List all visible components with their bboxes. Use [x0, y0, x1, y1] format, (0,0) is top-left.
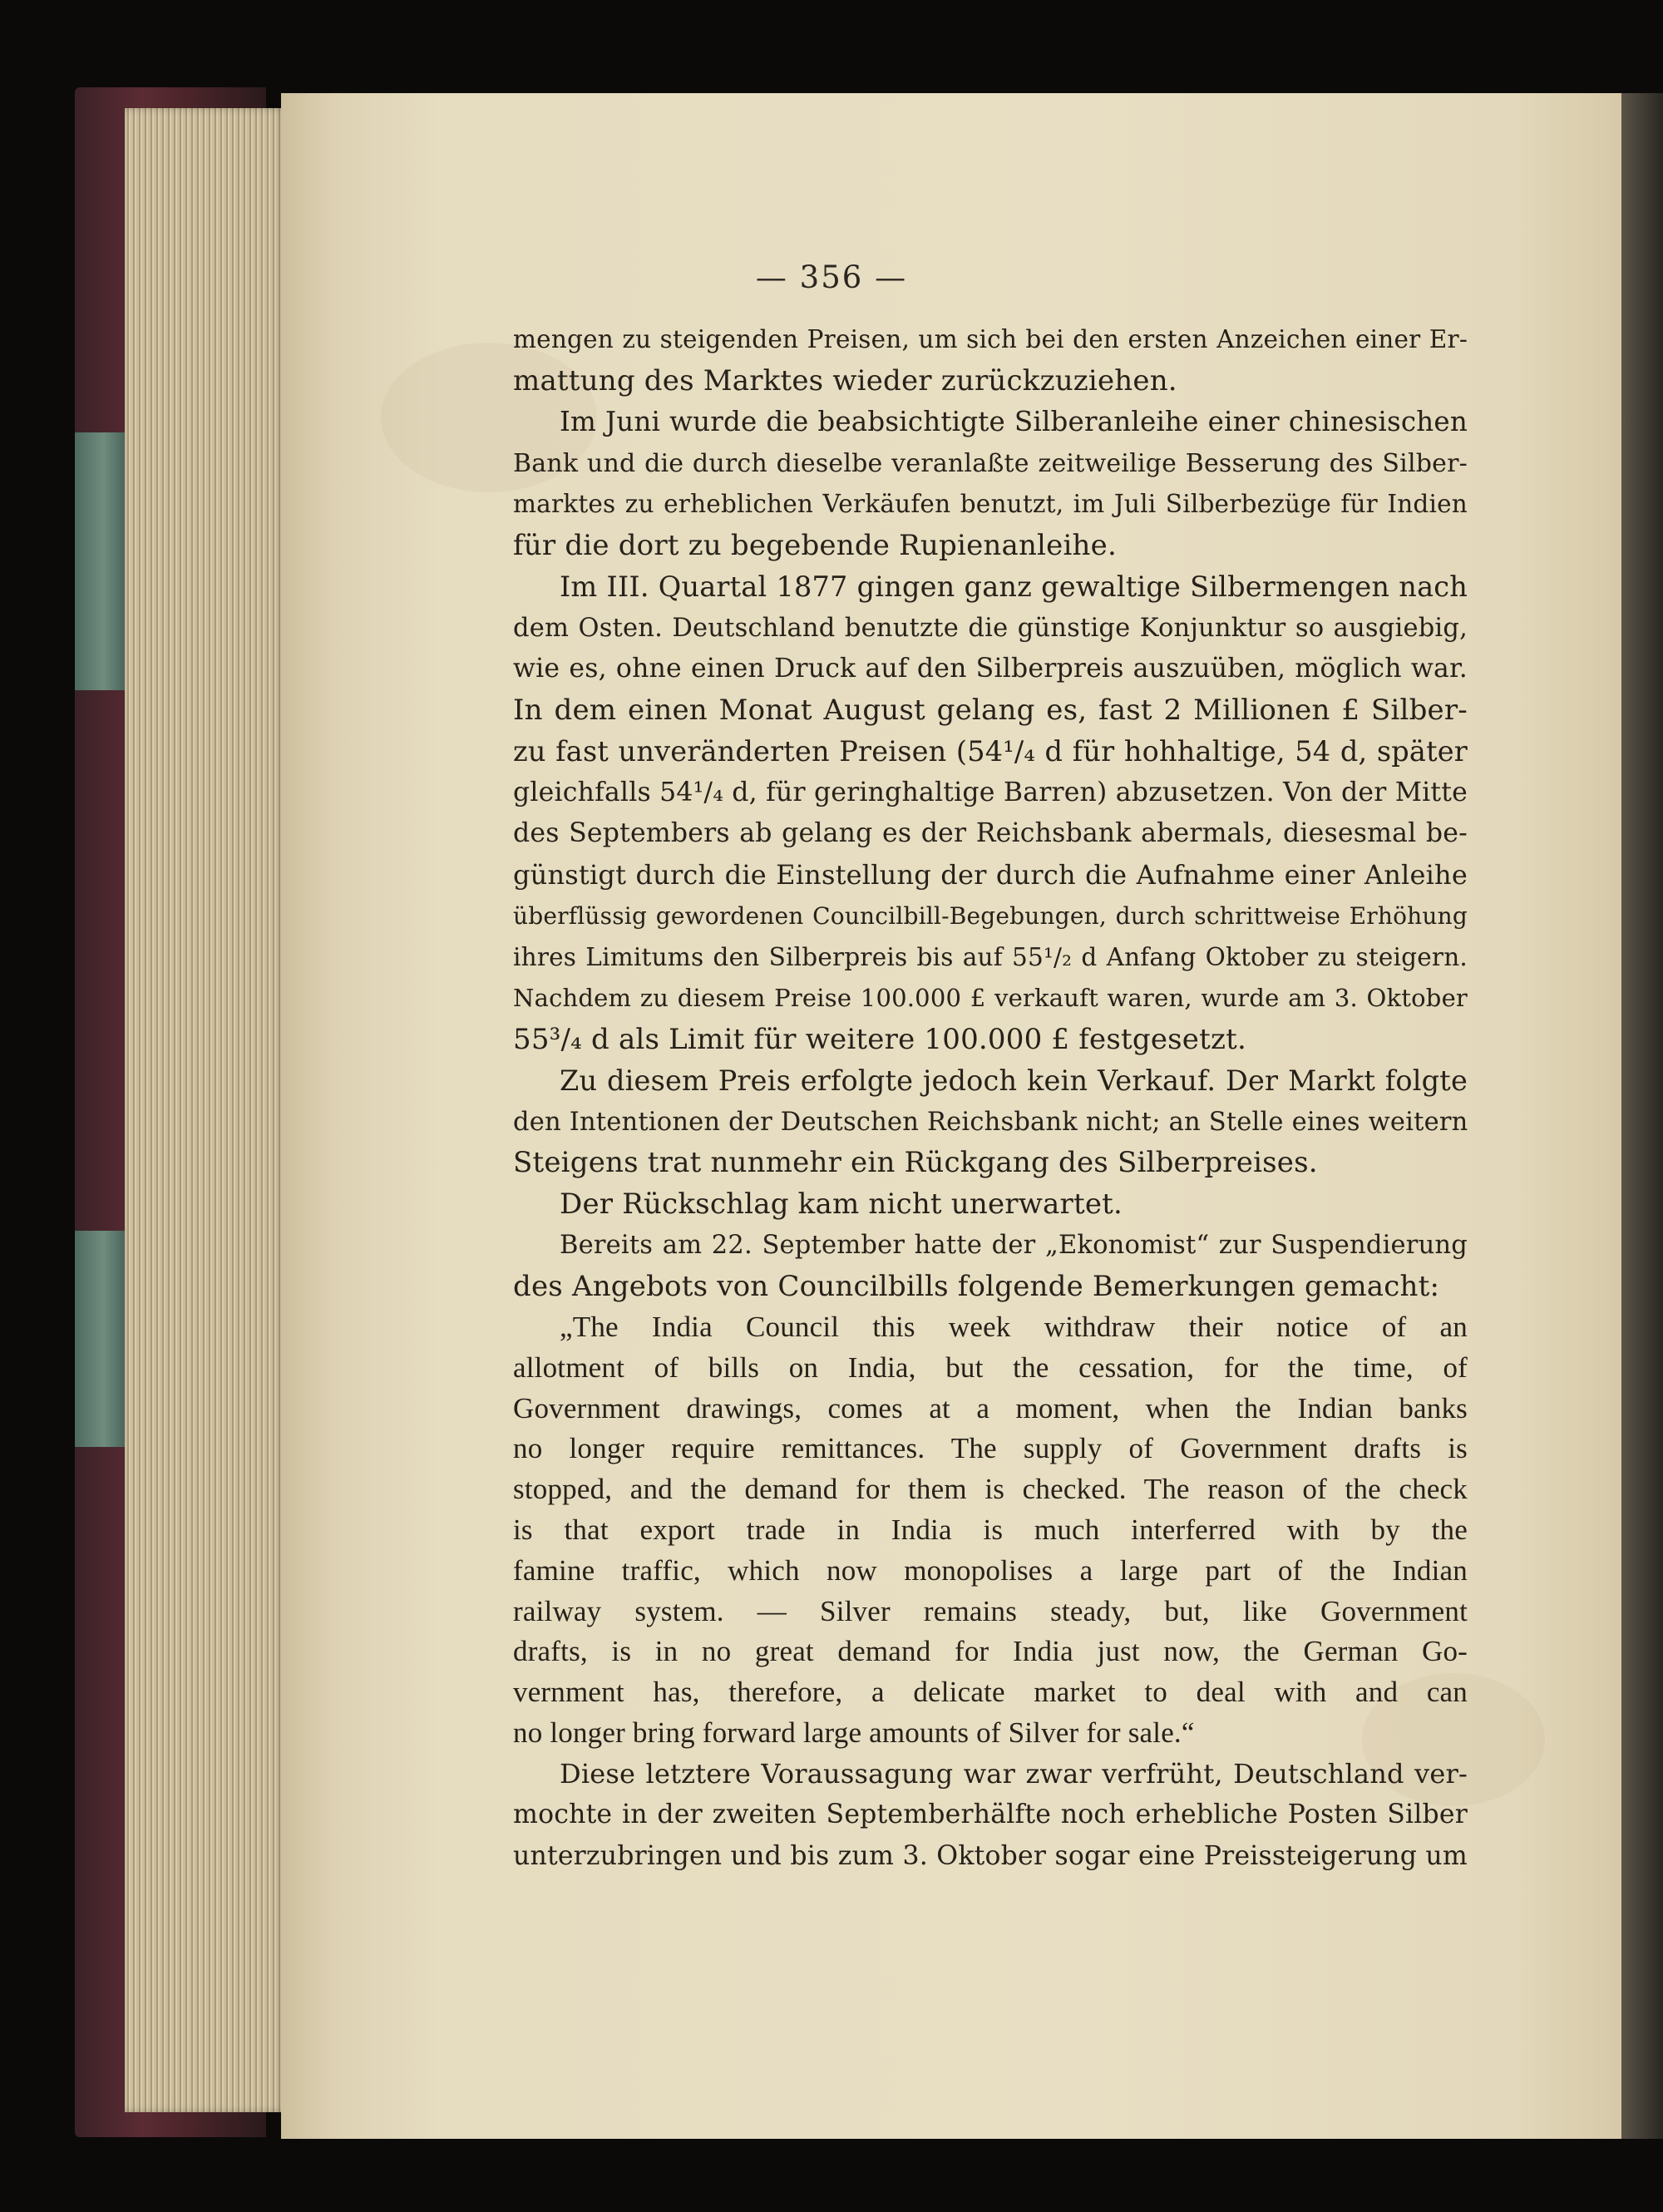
text-line: famine traffic, which now monopolises a large part of the Indian	[513, 1553, 1468, 1587]
text-line: marktes zu erheblichen Verkäufen benutzt, im Juli Silberbezüge für Indien	[513, 490, 1468, 518]
text-line: Diese letztere Voraussagung war zwar verfrüht, Deutschland ver-	[560, 1757, 1468, 1790]
text-line: für die dort zu begebende Rupienanleihe.	[513, 528, 1117, 562]
text-line: gleichfalls 54¹/₄ d, für geringhaltige Barren) abzusetzen. Von der Mitte	[513, 777, 1468, 807]
text-line: mattung des Marktes wieder zurückzuziehen.	[513, 363, 1177, 397]
text-line: Steigens trat nunmehr ein Rückgang des Silberpreises.	[513, 1146, 1318, 1179]
text-line: wie es, ohne einen Druck auf den Silberpreis auszuüben, möglich war.	[513, 654, 1468, 684]
page-number: — 356 —	[755, 259, 908, 295]
text-line: is that export trade in India is much interferred with by the	[513, 1513, 1468, 1546]
text-line: Der Rückschlag kam nicht unerwartet.	[560, 1187, 1123, 1221]
text-line: unterzubringen und bis zum 3. Oktober sogar eine Preissteigerung um	[513, 1840, 1468, 1871]
text-line: no longer bring forward large amounts of Silver for sale.“	[513, 1716, 1195, 1749]
text-line: dem Osten. Deutschland benutzte die günstige Konjunktur so ausgiebig,	[513, 613, 1468, 643]
text-line: mochte in der zweiten Septemberhälfte noch erhebliche Posten Silber	[513, 1800, 1468, 1830]
text-line: überflüssig gewordenen Councilbill-Begebungen, durch schrittweise Erhöhung	[513, 902, 1468, 930]
text-line: mengen zu steigenden Preisen, um sich bei den ersten Anzeichen einer Er-	[513, 325, 1468, 353]
text-line: Im Juni wurde die beabsichtigte Silberanleihe einer chinesischen	[560, 406, 1468, 437]
text-line: vernment has, therefore, a delicate market to deal with and can	[513, 1676, 1468, 1709]
page-edges	[125, 108, 287, 2112]
text-line: des Septembers ab gelang es der Reichsbank abermals, diesesmal be-	[513, 818, 1468, 848]
text-line: Government drawings, comes at a moment, when the Indian banks	[513, 1391, 1468, 1424]
text-line: no longer require remittances. The supply of Government drafts is	[513, 1432, 1468, 1465]
text-line: Bank und die durch dieselbe veranlaßte zeitweilige Besserung des Silber-	[513, 448, 1468, 478]
text-line: Bereits am 22. September hatte der „Ekonomist“ zur Suspendierung	[560, 1231, 1468, 1260]
text-line: railway system. — Silver remains steady, but, like Government	[513, 1594, 1468, 1627]
body-text	[513, 319, 1468, 1877]
text-line: drafts, is in no great demand for India just now, the German Go-	[513, 1635, 1468, 1668]
text-line: 55³/₄ d als Limit für weitere 100.000 £ festgesetzt.	[513, 1022, 1246, 1056]
text-line: Nachdem zu diesem Preise 100.000 £ verkauft waren, wurde am 3. Oktober	[513, 984, 1468, 1012]
text-line: stopped, and the demand for them is checked. The reason of the check	[513, 1473, 1468, 1506]
text-line: ihres Limitums den Silberpreis bis auf 55¹/₂ d Anfang Oktober zu steigern.	[513, 942, 1468, 971]
text-line: Zu diesem Preis erfolgte jedoch kein Verkauf. Der Markt folgte	[560, 1064, 1468, 1097]
text-line: günstigt durch die Einstellung der durch die Aufnahme einer Anleihe	[513, 858, 1468, 891]
next-page-edge	[1621, 93, 1663, 2139]
text-line: des Angebots von Councilbills folgende Bemerkungen gemacht:	[513, 1269, 1440, 1303]
text-line: „The India Council this week withdraw their notice of an	[560, 1311, 1468, 1343]
text-line: zu fast unveränderten Preisen (54¹/₄ d für hohhaltige, 54 d, später	[513, 735, 1468, 768]
text-line: Im III. Quartal 1877 gingen ganz gewaltige Silbermengen nach	[560, 570, 1468, 603]
text-line: allotment of bills on India, but the cessation, for the time, of	[513, 1350, 1468, 1384]
text-line: den Intentionen der Deutschen Reichsbank nicht; an Stelle eines weitern	[513, 1107, 1468, 1137]
text-line: In dem einen Monat August gelang es, fast 2 Millionen £ Silber-	[513, 693, 1468, 727]
